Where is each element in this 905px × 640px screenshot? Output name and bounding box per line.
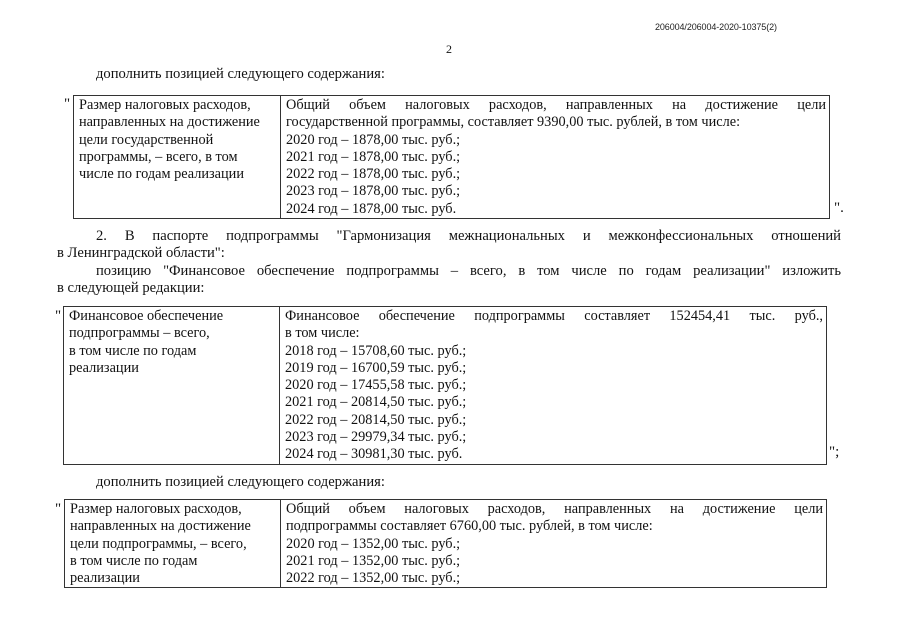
subprogram-financing-table [63,306,827,465]
table1-value-cell [281,96,830,219]
paragraph-2-line-3: позицию "Финансовое обеспечение подпрограммы – всего, в том числе по годам реализации" изложить [96,263,841,279]
table1-value-line: Общий объем налоговых расходов, направленных на достижение цели [286,97,826,113]
table2-value-line: 2024 год – 30981,30 тыс. руб. [285,446,463,463]
table1-value-line: 2023 год – 1878,00 тыс. руб.; [286,183,461,200]
table3-label-line: направленных на достижение [70,518,251,535]
table3-label-line: цели подпрограммы, – всего, [70,535,247,552]
table2-label-line: подпрограммы – всего, [69,325,210,342]
open-quote-1: " [64,96,71,112]
table1-value-line: государственной программы, составляет 9390,00 тыс. рублей, в том числе: [286,114,741,131]
table2-label-line: в том числе по годам [69,342,197,359]
paragraph-2-line-1: 2. В паспорте подпрограммы "Гармонизация межнациональных и межконфессиональных отношений [96,228,841,244]
table2-value-line: 2019 год – 16700,59 тыс. руб.; [285,359,467,376]
table2-value-line: 2018 год – 15708,60 тыс. руб.; [285,342,467,359]
table3-value-line: Общий объем налоговых расходов, направленных на достижение цели [286,501,823,517]
table1-label-line: Размер налоговых расходов, [79,97,251,113]
table2-value-line: 2022 год – 20814,50 тыс. руб.; [285,411,467,428]
table1-label-line: числе по годам реализации [79,166,244,183]
table1-label-cell [74,96,281,219]
table2-value-line: Финансовое обеспечение подпрограммы составляет 152454,41 тыс. руб., [285,308,823,324]
table3-value-line: подпрограммы составляет 6760,00 тыс. рублей, в том числе: [286,518,653,535]
paragraph-add-position-1: дополнить позицией следующего содержания: [96,66,385,82]
tax-expenses-table-subprogram [64,499,827,588]
table3-label-line: в том числе по годам [70,552,198,569]
table1-value-line: 2024 год – 1878,00 тыс. руб. [286,200,457,217]
table2-value-line: 2023 год – 29979,34 тыс. руб.; [285,429,467,446]
table2-label-line: Финансовое обеспечение [69,308,224,324]
open-quote-3: " [55,501,62,517]
table2-label-cell [64,307,280,465]
table2-label-line: реализации [69,359,139,376]
table3-label-cell [65,500,281,588]
paragraph-add-position-2: дополнить позицией следующего содержания: [96,474,385,490]
table3-value-line: 2022 год – 1352,00 тыс. руб.; [286,570,461,587]
table1-value-line: 2020 год – 1878,00 тыс. руб.; [286,131,461,148]
table3-label-line: реализации [70,570,140,587]
table3-value-line: 2020 год – 1352,00 тыс. руб.; [286,535,461,552]
table2-value-line: в том числе: [285,325,360,342]
table2-value-cell [280,307,827,465]
table1-label-line: программы, – всего, в том [79,148,238,165]
close-quote-1: ". [834,200,844,216]
table1-value-line: 2022 год – 1878,00 тыс. руб.; [286,166,461,183]
table1-value-line: 2021 год – 1878,00 тыс. руб.; [286,148,461,165]
table3-value-line: 2021 год – 1352,00 тыс. руб.; [286,552,461,569]
paragraph-2-line-2: в Ленинградской области": [57,245,225,261]
paragraph-2-line-4: в следующей редакции: [57,280,205,296]
open-quote-2: " [55,308,62,324]
table3-label-line: Размер налоговых расходов, [70,501,242,517]
table3-value-cell [281,500,827,588]
table2-value-line: 2020 год – 17455,58 тыс. руб.; [285,377,467,394]
table2-value-line: 2021 год – 20814,50 тыс. руб.; [285,394,467,411]
document-number: 206004/206004-2020-10375(2) [655,22,777,32]
close-quote-2: "; [829,444,840,460]
tax-expenses-table-program [73,95,830,219]
page-number: 2 [446,42,452,56]
table1-label-line: цели государственной [79,131,214,148]
table1-label-line: направленных на достижение [79,114,260,131]
